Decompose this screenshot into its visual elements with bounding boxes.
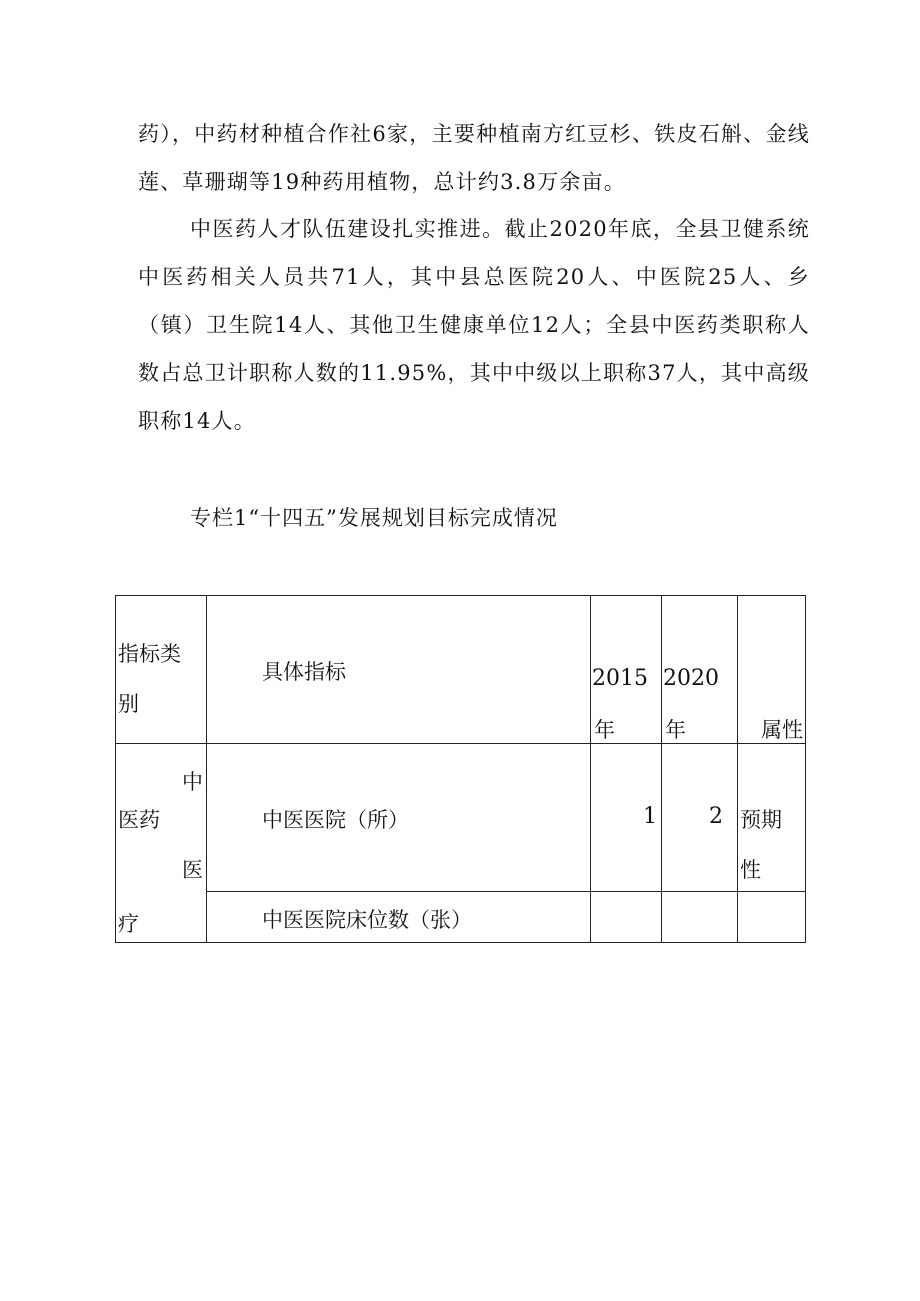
row1-2015-value: 1 (643, 804, 657, 829)
row1-2020-value: 2 (709, 804, 723, 829)
table-caption: 专栏1“十四五”发展规划目标完成情况 (190, 506, 558, 530)
row1-indicator-text: 中医医院（所） (262, 808, 409, 832)
row1-attribute (738, 744, 806, 892)
category-char4: 疗 (118, 912, 139, 936)
header-indicator-label: 具体指标 (262, 660, 346, 684)
header-2015 (591, 596, 662, 744)
row1-2020 (662, 744, 738, 892)
table-row (116, 744, 806, 892)
row1-2015 (591, 744, 662, 892)
row2-attribute (738, 891, 806, 942)
header-2020-unit: 年 (665, 718, 686, 742)
row2-2020 (662, 891, 738, 942)
header-2015-number: 2015 (592, 666, 648, 691)
paragraph-talent-team: 中医药人才队伍建设扎实推进。截止2020年底，全县卫健系统中医药相关人员共71人，其中县总医院20人、中医院25人、乡（镇）卫生院14人、其他卫生健康单位12人；全县中医药类职称人数占总卫计职称人数的11.95%，其中中级以上职称37人，其中高级职称14人。 (138, 217, 810, 433)
category-char2: 医药 (118, 808, 160, 832)
row1-indicator (207, 744, 591, 892)
row1-attribute-line2: 性 (740, 858, 761, 882)
header-2020 (662, 596, 738, 744)
header-category (116, 596, 207, 744)
category-char1: 中 (182, 770, 203, 794)
row2-2015 (591, 891, 662, 942)
row1-attribute-line1: 预期 (740, 808, 782, 832)
table-row (116, 891, 806, 942)
category-char3: 医 (182, 858, 203, 882)
header-indicator (207, 596, 591, 744)
header-attribute (738, 596, 806, 744)
header-category-line1: 指标类 (118, 642, 181, 666)
header-2020-number: 2020 (663, 666, 719, 691)
header-attribute-label: 属性 (761, 718, 803, 742)
header-category-line2: 别 (118, 692, 139, 716)
header-2015-unit: 年 (594, 718, 615, 742)
category-cell (116, 744, 207, 943)
paragraph-herbal-planting: 药），中药材种植合作社6家，主要种植南方红豆杉、铁皮石斛、金线莲、草珊瑚等19种药用植物，总计约3.8万余亩。 (138, 122, 810, 194)
table-header-row (116, 596, 806, 744)
targets-table (115, 595, 806, 943)
row2-indicator (207, 891, 591, 942)
row2-indicator-text: 中医医院床位数（张） (262, 907, 472, 932)
